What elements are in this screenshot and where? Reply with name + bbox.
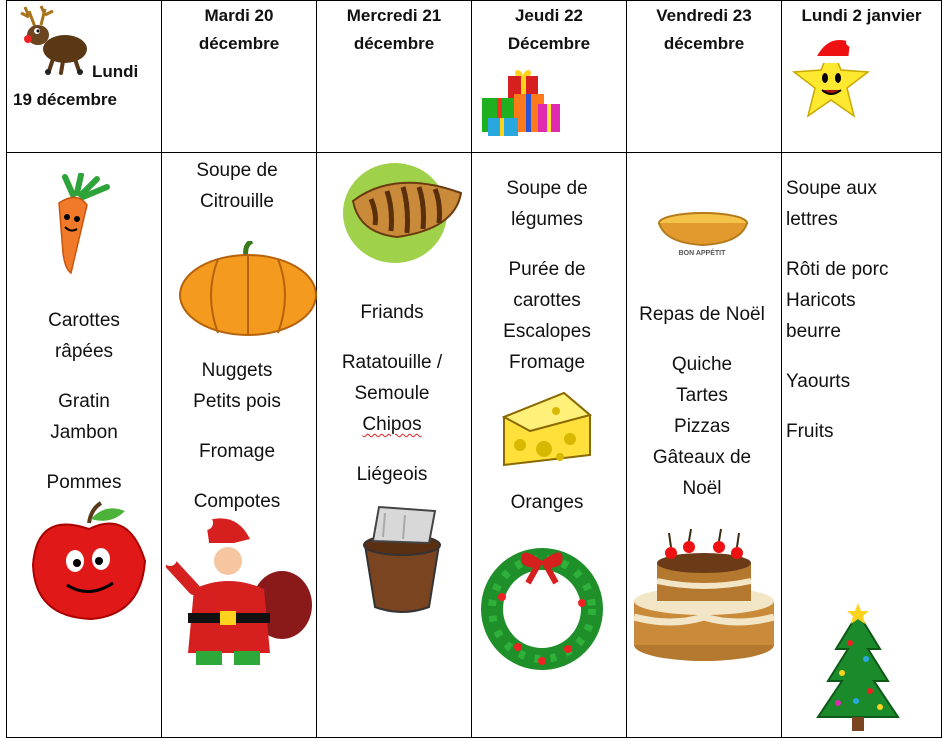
header-wednesday-21 <box>317 0 471 152</box>
menu-item: Citrouille <box>200 191 274 212</box>
menu-item: Compotes <box>193 491 281 512</box>
friand-pastry-icon <box>341 159 465 267</box>
menu-item: Quiche <box>671 354 733 375</box>
date-label: décembre <box>663 34 745 53</box>
header-tuesday-20 <box>162 0 316 152</box>
menu-item: Fromage <box>508 352 586 373</box>
menu-item: Rôti de porc <box>786 259 889 280</box>
layer-cake-icon <box>631 527 777 667</box>
menu-item: râpées <box>54 341 114 362</box>
date-label: Décembre <box>507 34 591 53</box>
santa-claus-icon <box>166 517 314 669</box>
menu-item: Repas de Noël <box>639 304 765 325</box>
menu-item: légumes <box>511 209 583 230</box>
menu-item: Oranges <box>510 492 584 513</box>
cheese-icon <box>500 391 592 471</box>
carrot-icon <box>41 173 123 275</box>
menu-item: Yaourts <box>786 371 851 392</box>
reindeer-icon <box>15 5 97 75</box>
menu-item: Soupe aux <box>786 178 877 199</box>
menu-friday-23 <box>627 153 781 738</box>
menu-item: carottes <box>513 290 581 311</box>
christmas-wreath-icon <box>478 537 608 673</box>
apple-icon <box>29 499 151 621</box>
menu-item: Friands <box>360 302 424 323</box>
day-label: Lundi <box>92 62 139 81</box>
date-label: 19 décembre <box>13 90 117 109</box>
christmas-tree-icon <box>810 603 906 733</box>
menu-item: Fromage <box>198 441 276 462</box>
day-label: Mardi 20 <box>204 6 274 25</box>
pie-caption: BON APPÉTIT <box>678 250 726 257</box>
menu-item: Tartes <box>676 385 728 406</box>
menu-item: Fruits <box>786 421 834 442</box>
pumpkin-icon <box>178 241 318 337</box>
menu-item: Noël <box>682 478 722 499</box>
menu-thursday-22 <box>472 153 626 738</box>
date-label: décembre <box>198 34 280 53</box>
menu-item: Chipos <box>362 414 422 435</box>
day-label: Vendredi 23 <box>656 6 752 25</box>
menu-item: beurre <box>786 321 841 342</box>
header-thursday-22 <box>472 0 626 152</box>
header-friday-23 <box>627 0 781 152</box>
menu-item: Semoule <box>354 383 430 404</box>
menu-monday-19 <box>7 153 161 738</box>
menu-item: Haricots <box>786 290 856 311</box>
day-label: Jeudi 22 <box>514 6 584 25</box>
menu-tuesday-20 <box>162 153 316 738</box>
day-label: Lundi 2 janvier <box>801 6 922 25</box>
menu-item: Carottes <box>48 310 120 331</box>
menu-item: Gratin <box>58 391 110 412</box>
menu-item: Soupe de <box>196 160 278 181</box>
star-with-santa-hat-icon <box>788 32 874 120</box>
menu-item: Ratatouille / <box>341 352 443 373</box>
menu-item: Petits pois <box>193 391 281 412</box>
gifts-icon <box>478 68 564 140</box>
menu-item: Gâteaux de <box>652 447 752 468</box>
menu-item: Escalopes <box>503 321 591 342</box>
menu-item: Pommes <box>46 472 122 493</box>
menu-item: Pizzas <box>674 416 730 437</box>
menu-item: Soupe de <box>506 178 588 199</box>
table-border-right <box>941 0 942 738</box>
menu-monday-2-january <box>782 153 941 738</box>
chocolate-pudding-cup-icon <box>355 503 449 615</box>
menu-item: Liégeois <box>356 464 428 485</box>
date-label: décembre <box>353 34 435 53</box>
header-monday-2-january <box>782 0 941 152</box>
menu-wednesday-21 <box>317 153 471 738</box>
day-label: Mercredi 21 <box>346 6 442 25</box>
header-monday-19 <box>7 0 161 152</box>
menu-item: Purée de <box>508 259 586 280</box>
menu-item: lettres <box>786 209 838 230</box>
menu-item: Jambon <box>50 422 118 443</box>
menu-item: Nuggets <box>201 360 273 381</box>
